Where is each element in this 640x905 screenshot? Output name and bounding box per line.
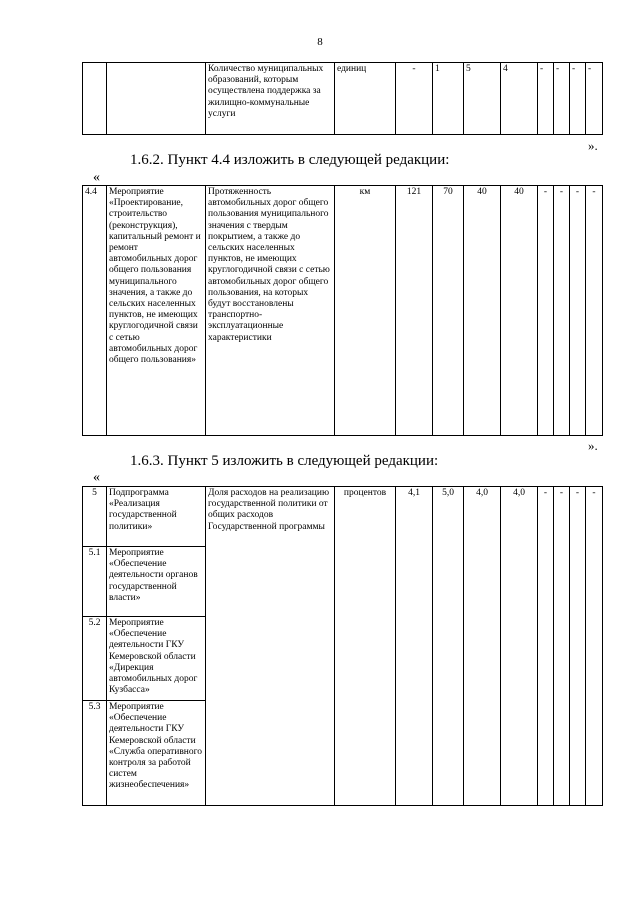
indicator-cell: Доля расходов на реализацию государственной политики от общих расходов Государственной программы xyxy=(206,487,335,547)
value-cell: - xyxy=(538,63,554,135)
section-heading: 1.6.2. Пункт 4.4 изложить в следующей редакции: xyxy=(130,152,450,168)
value-cell: 4,0 xyxy=(501,487,538,547)
value-cell: - xyxy=(586,487,603,547)
closing-quote: ». xyxy=(588,438,598,453)
row-number: 4.4 xyxy=(83,186,107,436)
value-cell: 1 xyxy=(433,63,464,135)
row-number: 5.2 xyxy=(83,617,107,701)
event-cell xyxy=(107,63,206,135)
value-cell: - xyxy=(538,487,554,547)
value-cell: - xyxy=(570,63,586,135)
unit-cell: км xyxy=(335,186,396,436)
opening-quote: « xyxy=(93,470,100,485)
value-cell: - xyxy=(554,487,570,547)
table-item-5 xyxy=(82,486,603,806)
indicator-cell: Количество муниципальных образований, которым осуществлена поддержка за жилищно-коммунальные услуги xyxy=(206,63,335,135)
event-cell: Мероприятие «Проектирование, строительство (реконструкция), капитальный ремонт и ремонт автомобильных дорог общего пользования муниципального значения, а также до сельских населенных пунктов, не имеющих круглогодичной связи с сетью автомобильных дорог общего пользования» xyxy=(107,186,206,436)
unit-cell: единиц xyxy=(335,63,396,135)
value-cell: 4,0 xyxy=(464,487,501,547)
table-continuation xyxy=(82,62,603,135)
event-cell: Мероприятие «Обеспечение деятельности ГКУ Кемеровской области «Служба оперативного контроля за работой систем жизнеобеспечения» xyxy=(107,701,206,806)
indicator-cell: Протяженность автомобильных дорог общего пользования муниципального значения с твердым покрытием, а также до сельских населенных пунктов, не имеющих круглогодичной связи с сетью автомобильных дорог общего пользования, на которых будут восстановлены транспортно-эксплуатационные характеристики xyxy=(206,186,335,436)
value-cell: - xyxy=(570,186,586,436)
closing-quote: ». xyxy=(588,138,598,153)
event-cell: Мероприятие «Обеспечение деятельности органов государственной власти» xyxy=(107,547,206,617)
table-item-4-4 xyxy=(82,185,603,436)
value-cell: - xyxy=(570,487,586,547)
value-cell: - xyxy=(586,186,603,436)
value-cell: 121 xyxy=(396,186,433,436)
event-cell: Подпрограмма «Реализация государственной политики» xyxy=(107,487,206,547)
row-number: 5 xyxy=(83,487,107,547)
row-number xyxy=(83,63,107,135)
row-number: 5.3 xyxy=(83,701,107,806)
value-cell: 70 xyxy=(433,186,464,436)
value-cell: - xyxy=(586,63,603,135)
table-row xyxy=(83,547,603,617)
event-cell: Мероприятие «Обеспечение деятельности ГКУ Кемеровской области «Дирекция автомобильных дорог Кузбасса» xyxy=(107,617,206,701)
opening-quote: « xyxy=(93,170,100,185)
table-row xyxy=(83,487,603,547)
value-cell: 40 xyxy=(464,186,501,436)
table-row xyxy=(83,63,603,135)
table-row xyxy=(83,186,603,436)
unit-cell: процентов xyxy=(335,487,396,547)
row-number: 5.1 xyxy=(83,547,107,617)
value-cell: - xyxy=(554,186,570,436)
value-cell: 5 xyxy=(464,63,501,135)
table-row xyxy=(83,617,603,701)
value-cell: - xyxy=(538,186,554,436)
section-heading: 1.6.3. Пункт 5 изложить в следующей редакции: xyxy=(130,453,439,469)
value-cell: 4,1 xyxy=(396,487,433,547)
value-cell: 5,0 xyxy=(433,487,464,547)
value-cell: 4 xyxy=(501,63,538,135)
table-row xyxy=(83,701,603,806)
value-cell: - xyxy=(554,63,570,135)
value-cell: - xyxy=(396,63,433,135)
page-number: 8 xyxy=(317,36,323,48)
value-cell: 40 xyxy=(501,186,538,436)
